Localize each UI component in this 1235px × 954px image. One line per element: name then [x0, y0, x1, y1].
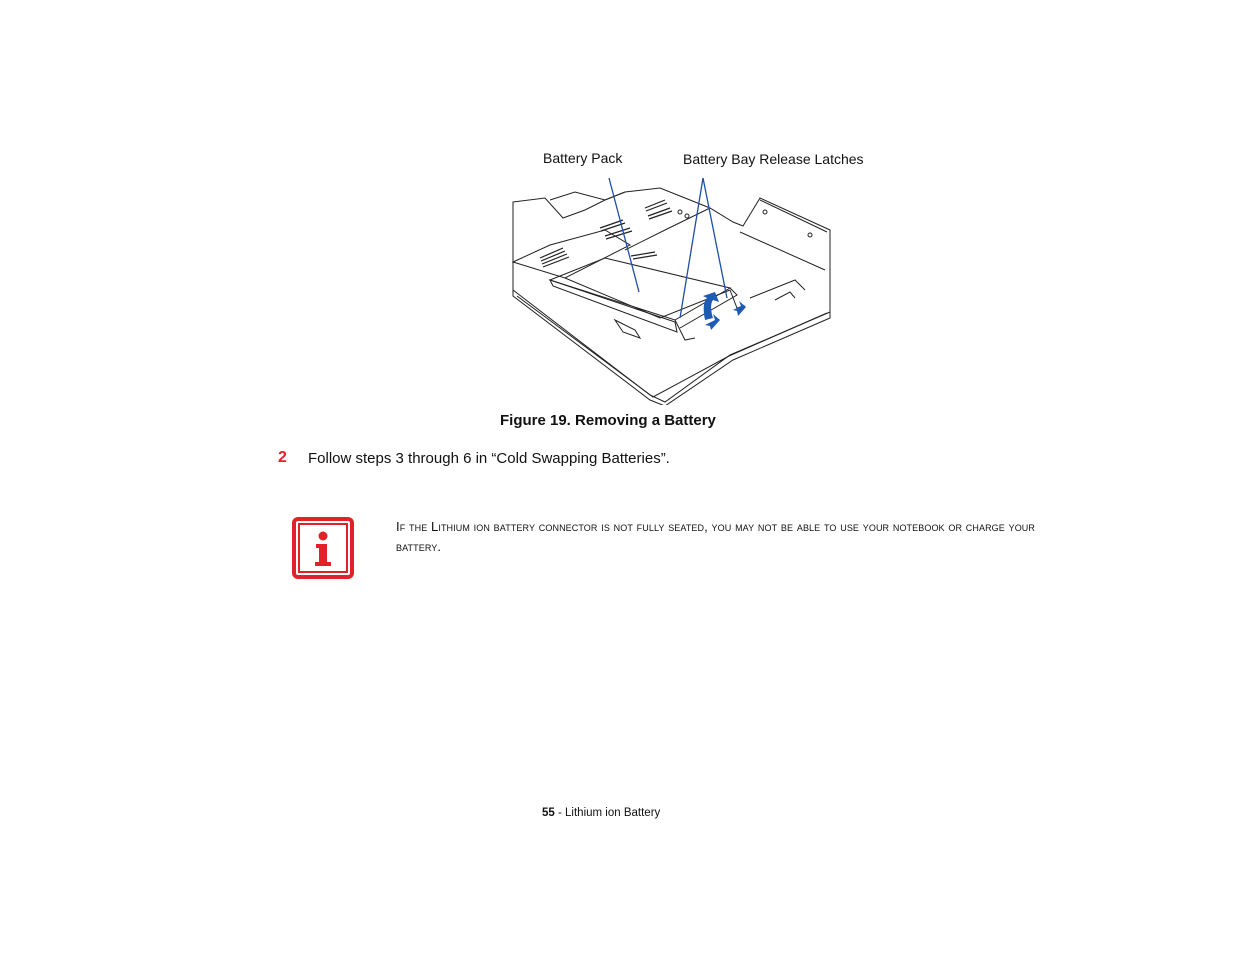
release-latches-callout: Battery Bay Release Latches — [683, 151, 864, 167]
info-icon — [292, 517, 354, 579]
caution-note: If the Lithium ion battery connector is not fully seated, you may not be able to use your notebook or charge your battery. — [396, 519, 1036, 554]
footer-separator: - — [554, 807, 566, 819]
battery-pack-callout: Battery Pack — [543, 150, 623, 166]
page-number: 55 — [542, 807, 555, 819]
step-text: Follow steps 3 through 6 in “Cold Swapping Batteries”. — [308, 450, 670, 467]
step-number: 2 — [278, 449, 287, 466]
figure-caption: Figure 19. Removing a Battery — [500, 412, 716, 429]
page-footer — [542, 807, 660, 819]
battery-removal-illustration — [505, 170, 840, 405]
footer-section-title: Lithium ion Battery — [565, 807, 661, 819]
